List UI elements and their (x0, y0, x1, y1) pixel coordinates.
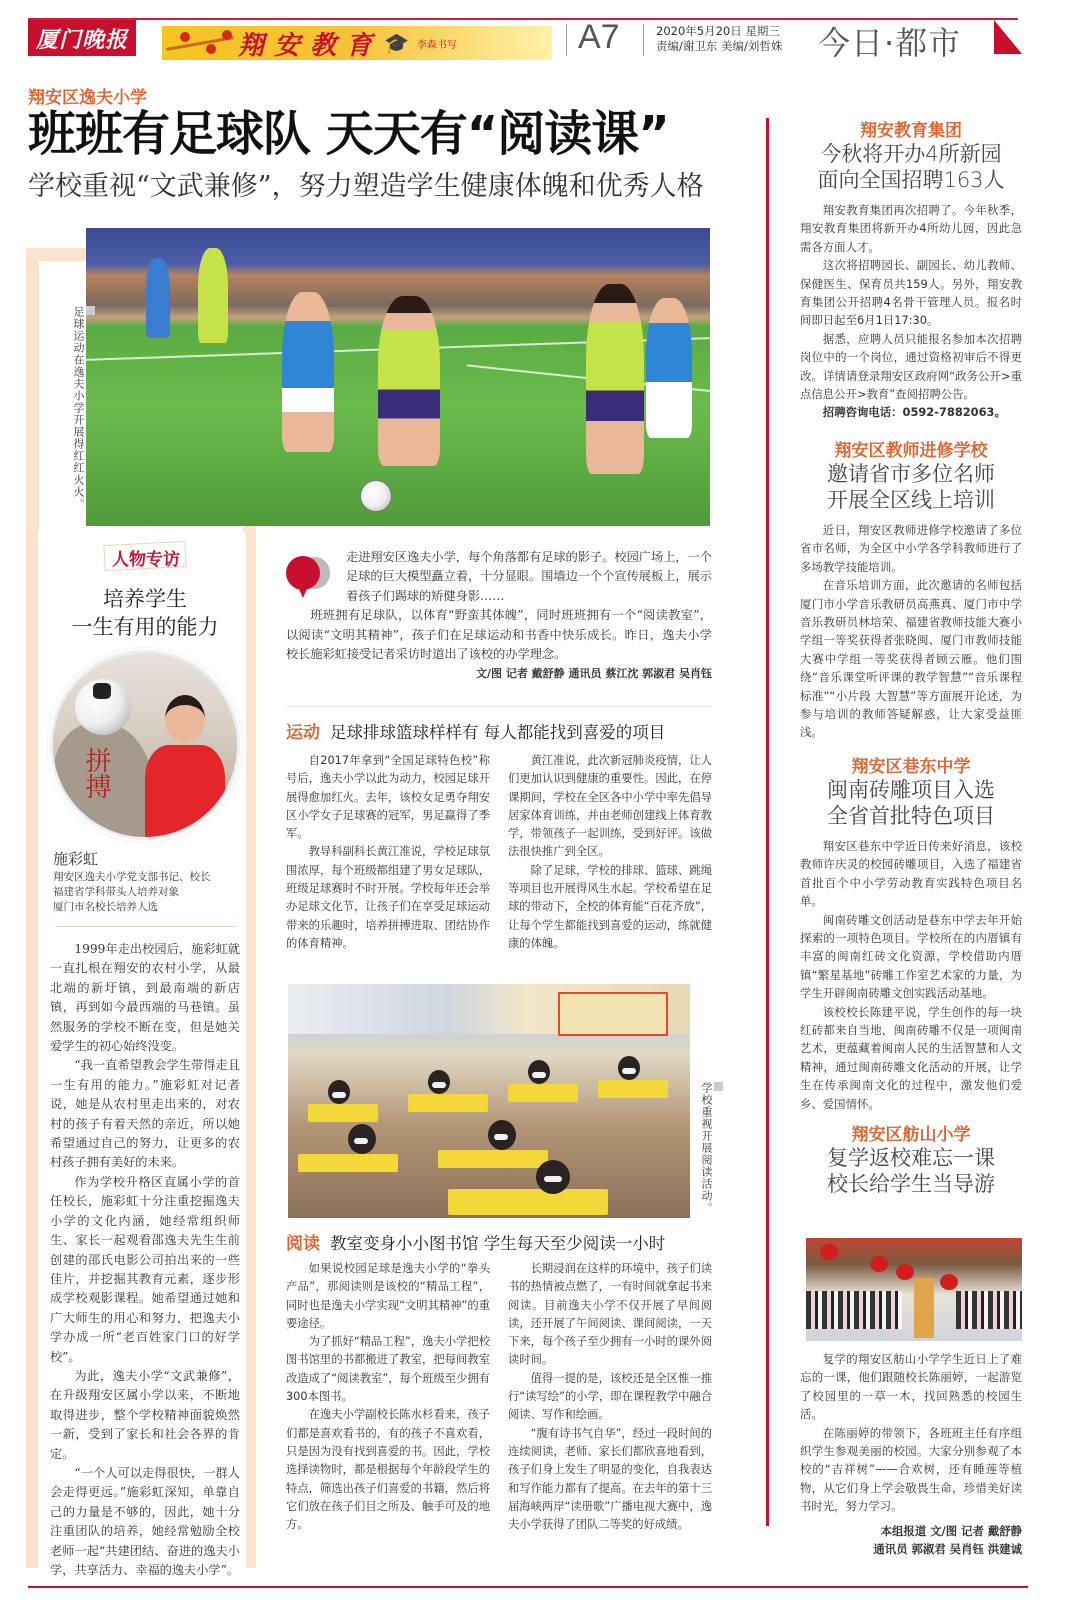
page-number: A7 (578, 18, 620, 56)
lead-credit: 文/图 记者 戴舒静 通讯员 蔡江沈 郭淑君 吴肖钰 (476, 667, 712, 681)
rock-carving: 拼搏 (81, 747, 111, 799)
reading-photo-caption: 学校重视开展阅读活动。 (698, 1082, 723, 1222)
campus-tour-photo (806, 1238, 1022, 1341)
interview-title: 培养学生 一生有用的能力 (71, 587, 219, 639)
sports-column-a: 自2017年拿到“全国足球特色校”称号后，逸夫小学以此为动力，校园足球开展得愈加红火。去年，该校女足勇夺翔安区小学女子足球赛的冠军，男足赢得了季军。 教导科副科长黄江准说，学校足球氛围浓厚，每个班级都组建了男女足球队，班级足球赛时不时开展。学校每年还会举办足球文化节，让孩子们在享受足球运动带来的乐趣时，培养拼搏进取、团结协作的体育精神。 (286, 754, 490, 950)
newspaper-logo: 厦门晚报 (28, 20, 136, 56)
section-heading-reading: 阅读 教室变身小小图书馆 学生每天至少阅读一小时 (286, 1234, 666, 1254)
main-kicker: 翔安区逸夫小学 (28, 88, 147, 108)
divider (566, 24, 567, 56)
paragraph: 为此，逸夫小学“文武兼修”，在升级翔安区属小学以来，不断地取得进步，整个学校精神面貌焕然一新，受到了家长和社会各界的肯定。 (50, 1368, 240, 1461)
contact-phone: 招聘咨询电话：0592-7882063。 (822, 405, 1006, 420)
issue-info (656, 24, 782, 54)
football-icon (360, 480, 392, 512)
divider (643, 24, 644, 56)
interview-body (50, 940, 240, 1580)
football-photo-caption: 足球运动在逸夫小学开展得红红火火。 (70, 306, 95, 526)
column-calligrapher: 李森书写 (416, 39, 457, 51)
reading-column-b: 长期浸润在这样的环境中，孩子们读书的热情被点燃了，一有时间就拿起书来阅读。目前逸夫小学不仅开展了早间阅读，还开展了午间阅读、课间阅读，一天下来，每个孩子至少拥有一小时的课外阅读时间。 值得一提的是，该校还是全区惟一推行“读写绘”的小学，即在课程教学中融合阅读、写作和绘画。 “腹有诗书气自华”，经过一段时间的连续阅读，老师、家长们都欣喜地看到，孩子们身上发生了明显的变化，自我表达和写作能力都有了提高。在去年的第十三届海峡两岸“读册歌”广播电视大赛中，逸夫小学获得了团队二等奖的好成绩。 (508, 1262, 712, 1532)
section-name: 今日·都市 (818, 24, 962, 62)
page-bottom-rule (28, 1586, 1028, 1588)
principal-portrait (50, 650, 240, 840)
sidebar-story-brick-carving: 翔安区巷东中学 闽南砖雕项目入选 全省首批特色项目 翔安区巷东中学近日传来好消息，该校教师许庆灵的校园砖雕项目，入选了福建省首批百个中小学劳动教育实践特色项目名单。 闽南砖雕文创活动是巷东中学去年开始探索的一项特色项目。学校所在的内厝镇有丰富的闽南红砖文化资源，学校借助内厝镇“繁星基地”砖雕工作室艺术家的力量，为学生开辟闽南砖雕文创实践活动基地。 该校校长陈建平说，学生创作的每一块红砖都来自当地，闽南砖雕不仅是一项闽南艺术，更蕴藏着闽南人民的生活智慧和人文精神，通过闽南砖雕文化活动的开展，让学生在传承闽南文化的过程中，激发他们爱乡、爱国情怀。 (800, 757, 1022, 1111)
main-headline: 班班有足球队 天天有“阅读课” (28, 106, 669, 162)
column-banner (162, 26, 552, 60)
apple-branch-icon (162, 28, 234, 58)
column-title: 翔安教育 (238, 30, 383, 61)
reading-column-a: 如果说校园足球是逸夫小学的“拳头产品”，那阅读则是该校的“精品工程”，同时也是逸夫小学实现“文明其精神”的重要途径。 为了抓好“精品工程”，逸夫小学把校图书馆里的书都搬进了教室，把每间教室改造成了“阅读教室”，每个班级至少拥有300本图书。 在逸夫小学副校长陈水杉看来，孩子们都是喜欢看书的，有的孩子不喜欢看，只是因为没有找到喜爱的书。因此，学校选择读物时，都是根据每个年龄段学生的特点，筛选出孩子们喜爱的书籍，然后将它们放在孩子们目之所及、触手可及的地方。 (286, 1262, 490, 1532)
interviewee-bio: 翔安区逸夫小学党支部书记、校长 福建省学科带头人培养对象 厦门市名校长培养人选 (53, 871, 211, 913)
paragraph: “我一直希望教会学生带得走且一生有用的能力。”施彩虹对记者说，她是从农村里走出来的，对农村的孩子有着天然的亲近，所以她希望通过自己的努力，让更多的农村孩子拥有美好的未来。 (50, 1058, 240, 1170)
paragraph: “一个人可以走得很快，一群人会走得更远。”施彩虹深知，单靠自己的力量是不够的，因此，她十分注重团队的培养，她经常勉励全校老师一起“共建团结、奋进的逸夫小学，共享活力、幸福的逸夫小学”。 (50, 1465, 240, 1577)
divider (286, 706, 712, 707)
sidebar-story-fangshan: 翔安区舫山小学 复学返校难忘一课 校长给学生当导游 (827, 1125, 995, 1196)
graduates-icon: 🎓 (384, 31, 409, 55)
paragraph: 作为学校升格区直属小学的首任校长，施彩虹十分注重挖掘逸夫小学的文化内涵，她经常组织师生、家长一起观看邵逸夫先生生前创建的邵氏电影公司拍出来的一些佳片，并挖掘其教育元素，逐步形成学校观影课程。她希望通过她和广大师生的用心和努力，把逸夫小学办成一所“老百姓家门口的好学校”。 (50, 1174, 240, 1364)
football-sculpture-icon (75, 679, 131, 735)
sidebar-story-recruitment: 翔安教育集团 今秋将开办4所新园 面向全国招聘163人 翔安教育集团再次招聘了。今年秋季，翔安教育集团将新开办4所幼儿园，因此急需各方面人才。 这次将招聘园长、副园长、幼儿教师、保健医生、保育员共159人。另外，翔安教育集团公开招聘4名骨干管理人员。报名时间即日起至6月1日17:30。 据悉，应聘人员只能报名参加本次招聘岗位中的一个岗位，通过资格初审后不得更改。详情请登录翔安区政府网“政务公开>重点信息公开>教育”查阅招聘公告。 招聘咨询电话：0592-7882063。 (800, 116, 1022, 422)
football-photo (86, 228, 710, 526)
group-credit: 通讯员 郭淑君 吴肖钰 洪建诚 (873, 1542, 1022, 1557)
corner-triangle (994, 20, 1022, 54)
issue-date: 2020年5月20日 星期三 (656, 24, 780, 38)
sports-column-b: 黄江准说，此次新冠肺炎疫情，让人们更加认识到健康的重要性。因此，在停课期间，学校在全区各中小学中率先倡导居家体育训练，并由老师创建线上体育教学，带领孩子一起训练，受到好评。该做法很快推广到全区。 除了足球，学校的排球、篮球、跳绳等项目也开展得风生水起。学校希望在足球的带动下，全校的体育能“百花齐放”，让每个学生都能找到喜爱的运动，练就健康的体魄。 (508, 754, 712, 950)
lead-paragraph: 走进翔安区逸夫小学，每个角落都有足球的影子。校园广场上，一个足球的巨大模型矗立着，十分显眼。围墙边一个个宣传展板上，展示着孩子们踢球的矫健身影…… 班班拥有足球队，以体育“野蛮其体魄”，同时班班拥有一个“阅读教室”，以阅读“文明其精神”，孩子们在足球运动和书香中快乐成长。昨日，逸夫小学校长施彩虹接受记者采访时道出了该校的办学理念。 文/图 记者 戴舒静 通讯员 蔡江沈 郭淑君 吴肖钰 (286, 548, 712, 684)
section-heading-sports: 运动 足球排球篮球样样有 每人都能找到喜爱的项目 (286, 723, 666, 743)
group-credit: 本组报道 文/图 记者 戴舒静 (880, 1523, 1022, 1538)
interview-tag: 人物专访 (112, 550, 180, 570)
sidebar-story-teacher-training: 翔安区教师进修学校 邀请省市多位名师 开展全区线上培训 近日，翔安区教师进修学校邀请了多位省市名师，为全区中小学各学科教师进行了多场教学技能培训。 在音乐培训方面，此次邀请的名师包括厦门市小学音乐教研员高燕真、厦门市中学音乐教研员林培荣、福建省教师技能大赛小学组一等奖获得者张晓闽、厦门市教师技能大赛中学组一等奖获得者顾云雁。他们围绕“音乐课堂听评课的教学智慧”“音乐课程标准”“小片段 大智慧”等方面展开论述，为参与培训的教师答疑解惑，让大家受益匪浅。 (800, 441, 1022, 740)
sidebar-story-fangshan-body: 复学的翔安区舫山小学学生近日上了难忘的一课，他们跟随校长陈丽婷，一起游览了校园里的一草一木，找回熟悉的校园生活。 在陈丽婷的带领下，各班班主任有序组织学生参观美丽的校园。大家分别参观了本校的“吉祥树”——合欢树，还有睡莲等植物，从它们身上学会敬畏生命，珍惜美好读书时光，努力学习。 本组报道 文/图 记者 戴舒静 通讯员 郭淑君 吴肖钰 洪建诚 (800, 1350, 1022, 1558)
editors: 责编/谢卫东 美编/刘哲姝 (656, 39, 783, 53)
divider (56, 926, 236, 927)
interviewee-name: 施彩虹 (53, 850, 99, 868)
main-subhead: 学校重视“文武兼修”，努力塑造学生健康体魄和优秀人格 (28, 171, 704, 202)
sidebar-rule (766, 118, 769, 1526)
paragraph: 1999年走出校园后，施彩虹就一直扎根在翔安的农村小学，从最北端的新圩镇，到最南端的新店镇，再到如今最西端的马巷镇。虽然服务的学校不断在变，但是她关爱学生的初心始终没变。 (50, 942, 240, 1054)
reading-classroom-photo (288, 984, 690, 1218)
